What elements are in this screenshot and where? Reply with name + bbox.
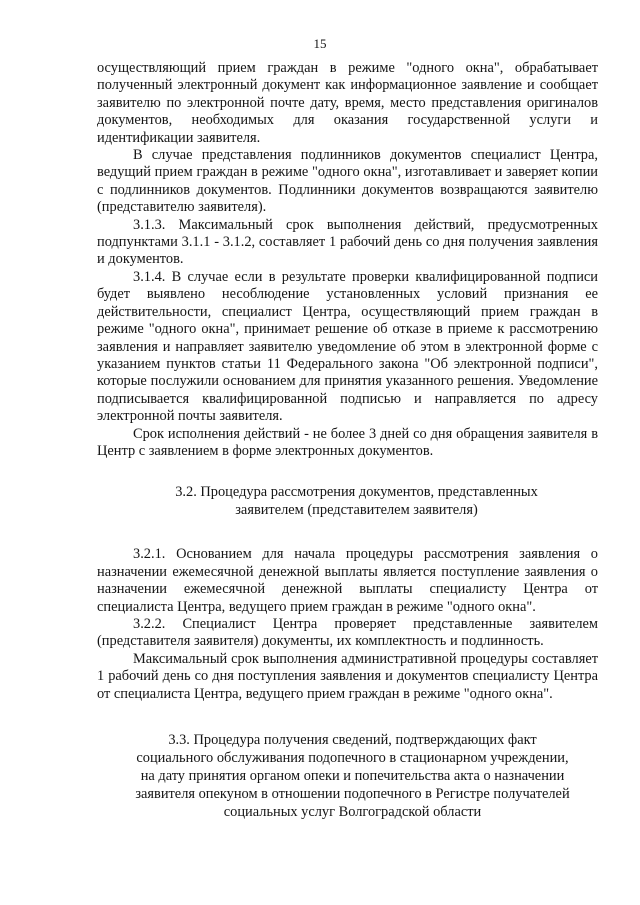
paragraph-3-1-4: 3.1.4. В случае если в результате проверки квалифицированной подписи будет выявлено несоблюдение установленных условий признания ее действительности, специалист Центра, осуществляющий прием граждан в режиме "одного окна", принимает решение об отказе в приеме к рассмотрению заявления и направляет заявителю уведомление об этом в электронной форме с указанием пунктов статьи 11 Федерального закона "Об электронной подписи", которые послужили основанием для принятия указанного решения. Уведомление подписывается квалифицированной подписью и направляется по адресу электронной почты заявителя. [97, 268, 598, 425]
paragraph-deadline: Срок исполнения действий - не более 3 дней со дня обращения заявителя в Центр с заявлением в форме электронных документов. [97, 425, 598, 459]
paragraph-3-1-3: 3.1.3. Максимальный срок выполнения действий, предусмотренных подпунктами 3.1.1 - 3.1.2, составляет 1 рабочий день со дня получения заявления и документов. [97, 216, 598, 268]
paragraph-originals: В случае представления подлинников документов специалист Центра, ведущий прием граждан в режиме "одного окна", изготавливает и заверяет копии с подлинников документов. Подлинники документов возвращаются заявителю (представителю заявителя). [97, 147, 598, 216]
paragraph-3-2-1: 3.2.1. Основанием для начала процедуры рассмотрения заявления о назначении ежемесячной денежной выплаты является поступление заявления о назначении ежемесячной денежной выплаты специалисту Центра от специалиста Центра, ведущего прием граждан в режиме "одного окна". [97, 546, 598, 615]
paragraph-3-2-2: 3.2.2. Специалист Центра проверяет представленные заявителем (представителя заявителя) документы, их комплектность и подлинность. [97, 615, 598, 650]
section-heading-3-3: 3.3. Процедура получения сведений, подтверждающих факт социального обслуживания подопечного в стационарном учреждении, на дату принятия органом опеки и попечительства акта о назначении заявителя опекуном в отношении подопечного в Регистре получателей социальных услуг Волгоградской области [135, 732, 570, 820]
paragraph-continuation: осуществляющий прием граждан в режиме "одного окна", обрабатывает полученный электронный документ как информационное заявление и сообщает заявителю по электронной почте дату, время, место представления оригиналов документов, необходимых для оказания государственной услуги и идентификации заявителя. [97, 60, 598, 146]
page-number: 15 [313, 36, 327, 51]
document-body [97, 60, 598, 821]
paragraph-max-term: Максимальный срок выполнения административной процедуры составляет 1 рабочий день со дня поступления заявления и документов специалисту Центра от специалиста Центра, ведущего прием граждан в режиме "одного окна". [97, 650, 598, 702]
section-heading-3-2: 3.2. Процедура рассмотрения документов, представленных заявителем (представителем заявителя) [175, 484, 538, 519]
